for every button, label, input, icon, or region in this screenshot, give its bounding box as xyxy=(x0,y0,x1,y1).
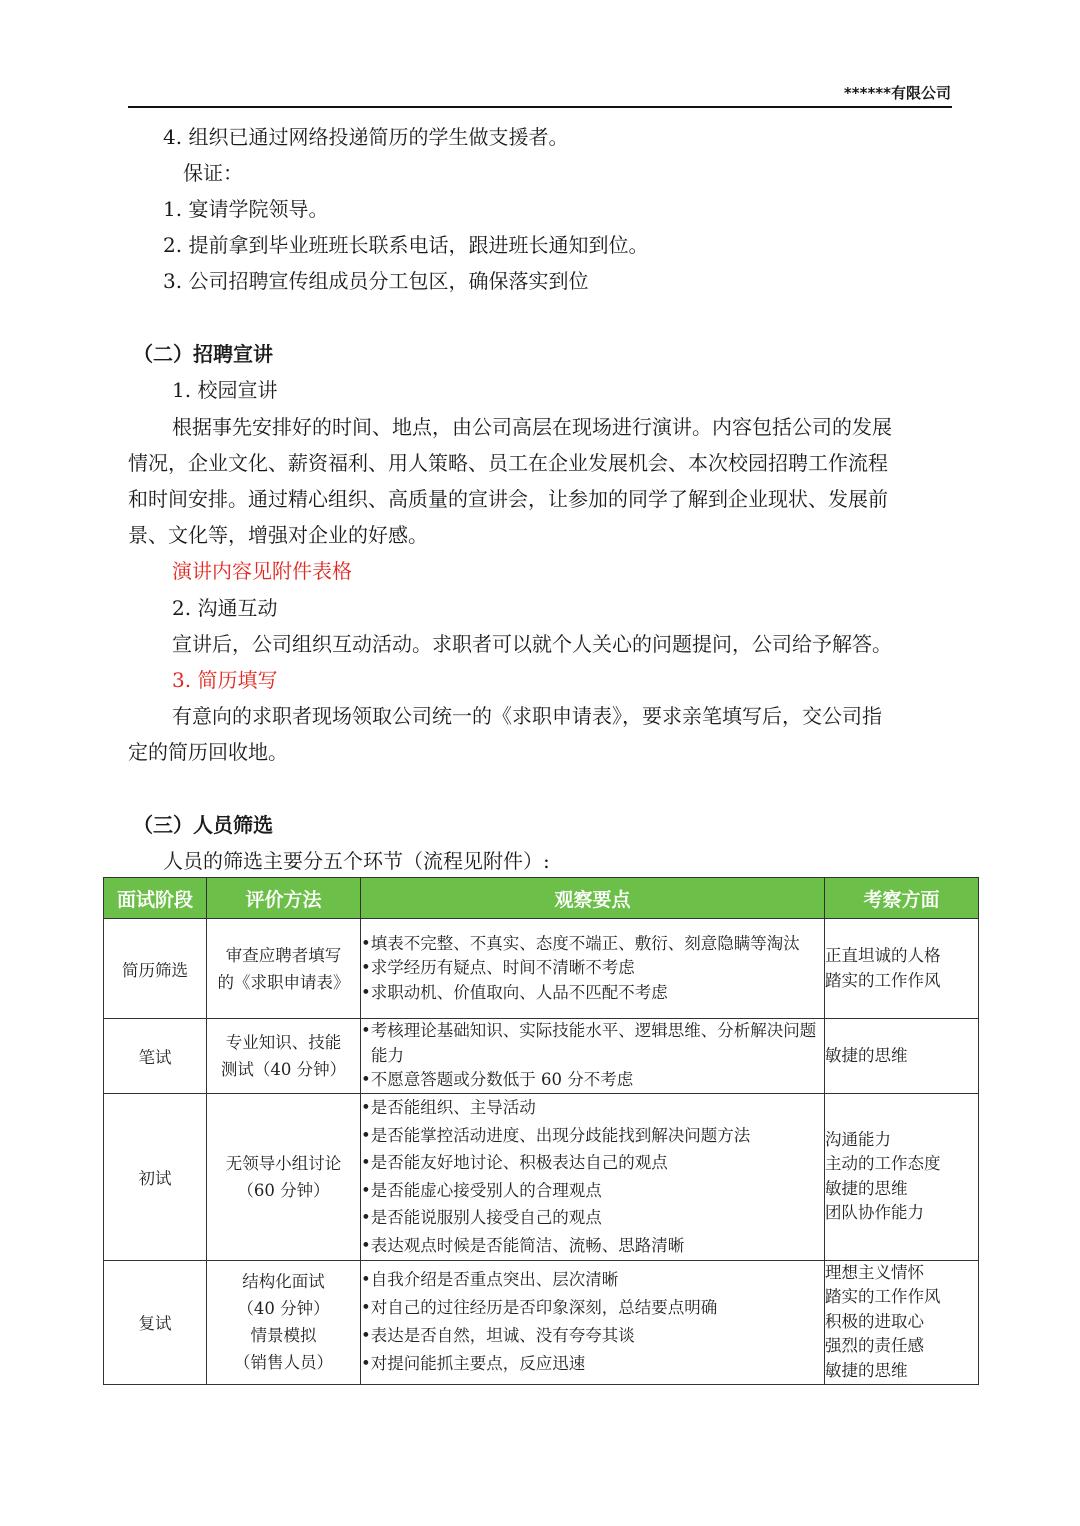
header-points: 观察要点 xyxy=(361,878,825,919)
method-line: 结构化面试 xyxy=(242,1272,325,1291)
sub1-line: 根据事先安排好的时间、地点，由公司高层在现场进行演讲。内容包括公司的发展 xyxy=(172,415,892,439)
points-cell xyxy=(361,1019,825,1094)
guarantee-item: 3. 公司招聘宣传组成员分工包区，确保落实到位 xyxy=(163,269,589,293)
stage-cell: 简历筛选 xyxy=(104,919,207,1019)
stage-cell: 笔试 xyxy=(104,1019,207,1094)
sub1-line: 和时间安排。通过精心组织、高质量的宣讲会，让参加的同学了解到企业现状、发展前 xyxy=(128,487,888,511)
screening-table xyxy=(103,877,979,1385)
section2-heading: （二）招聘宣讲 xyxy=(133,342,273,366)
point-item: •是否能说服别人接受自己的观点 xyxy=(361,1208,602,1227)
method-line: （销售人员） xyxy=(234,1353,333,1372)
point-item: •是否能组织、主导活动 xyxy=(361,1098,536,1117)
aspects-cell xyxy=(825,919,979,1019)
table-row xyxy=(104,1019,979,1094)
point-item: •自我介绍是否重点突出、层次清晰 xyxy=(361,1270,619,1289)
sub3-title: 3. 简历填写 xyxy=(172,668,278,692)
aspect-item: 敏捷的思维 xyxy=(825,1178,908,1198)
method-line: 无领导小组讨论 xyxy=(225,1153,342,1173)
sub1-note: 演讲内容见附件表格 xyxy=(172,559,352,583)
sub1-line: 情况，企业文化、薪资福利、用人策略、员工在企业发展机会、本次校园招聘工作流程 xyxy=(128,451,888,475)
table-row xyxy=(104,1093,979,1260)
point-item: •是否能虚心接受别人的合理观点 xyxy=(361,1180,602,1200)
aspect-item: 理想主义情怀 xyxy=(825,1262,924,1282)
points-cell xyxy=(361,1093,825,1260)
header-aspects: 考察方面 xyxy=(825,878,979,919)
table-row xyxy=(104,1260,979,1384)
aspect-item: 团队协作能力 xyxy=(825,1203,924,1222)
method-cell xyxy=(207,1019,361,1094)
method-cell xyxy=(207,919,361,1019)
header-stage: 面试阶段 xyxy=(104,878,207,919)
aspect-item: 踏实的工作作风 xyxy=(825,970,941,990)
point-item: •是否能友好地讨论、积极表达自己的观点 xyxy=(361,1153,668,1172)
sub1-title: 1. 校园宣讲 xyxy=(172,378,278,402)
stage-cell: 初试 xyxy=(104,1093,207,1260)
intro-item: 4. 组织已通过网络投递简历的学生做支援者。 xyxy=(163,125,569,149)
point-item: •表达是否自然，坦诚、没有夸夸其谈 xyxy=(361,1326,635,1345)
point-item: •表达观点时候是否能简洁、流畅、思路清晰 xyxy=(361,1235,685,1255)
aspect-item: 敏捷的思维 xyxy=(825,1360,908,1380)
aspects-cell xyxy=(825,1260,979,1384)
guarantee-item: 1. 宴请学院领导。 xyxy=(163,197,329,221)
point-item: •对自己的过往经历是否印象深刻，总结要点明确 xyxy=(361,1298,718,1317)
table-header-row xyxy=(104,878,979,919)
method-cell xyxy=(207,1260,361,1384)
points-cell xyxy=(361,1260,825,1384)
header-rule xyxy=(128,106,952,108)
point-item: •求学经历有疑点、时间不清晰不考虑 xyxy=(361,958,635,978)
table-row xyxy=(104,919,979,1019)
method-line: 的《求职申请表》 xyxy=(217,972,350,992)
sub2-text: 宣讲后，公司组织互动活动。求职者可以就个人关心的问题提问，公司给予解答。 xyxy=(172,632,892,656)
points-cell xyxy=(361,919,825,1019)
section3-intro: 人员的筛选主要分五个环节（流程见附件）: xyxy=(163,849,550,873)
method-line: 测试（40 分钟） xyxy=(220,1059,347,1079)
aspect-item: 沟通能力 xyxy=(825,1129,891,1149)
aspect-item: 踏实的工作作风 xyxy=(825,1287,941,1307)
sub3-line: 定的简历回收地。 xyxy=(128,740,288,764)
header-method: 评价方法 xyxy=(207,878,361,919)
method-line: （60 分钟） xyxy=(237,1180,330,1200)
aspect-item: 敏捷的思维 xyxy=(825,1045,908,1065)
point-item: •不愿意答题或分数低于 60 分不考虑 xyxy=(361,1070,634,1089)
aspect-item: 强烈的责任感 xyxy=(825,1336,924,1356)
method-line: 情景模拟 xyxy=(250,1326,317,1345)
aspect-item: 主动的工作态度 xyxy=(825,1154,941,1173)
point-item: •是否能掌控活动进度、出现分歧能找到解决问题方法 xyxy=(361,1125,751,1145)
method-line: （40 分钟） xyxy=(237,1299,330,1318)
sub3-line: 有意向的求职者现场领取公司统一的《求职申请表》，要求亲笔填写后，交公司指 xyxy=(172,704,882,728)
point-item: •对提问能抓主要点，反应迅速 xyxy=(361,1354,586,1373)
company-name: ******有限公司 xyxy=(843,84,951,102)
sub2-title: 2. 沟通互动 xyxy=(172,596,278,620)
stage-cell: 复试 xyxy=(104,1260,207,1384)
sub1-line: 景、文化等，增强对企业的好感。 xyxy=(128,523,428,547)
aspects-cell xyxy=(825,1019,979,1094)
guarantee-item: 2. 提前拿到毕业班班长联系电话，跟进班长通知到位。 xyxy=(163,233,649,257)
point-item: •填表不完整、不真实、态度不端正、敷衍、刻意隐瞒等淘汰 xyxy=(361,933,800,953)
aspect-item: 积极的进取心 xyxy=(825,1311,924,1331)
section3-heading: （三）人员筛选 xyxy=(133,813,273,837)
aspect-item: 正直坦诚的人格 xyxy=(825,946,941,965)
aspects-cell xyxy=(825,1093,979,1260)
point-item: •考核理论基础知识、实际技能水平、逻辑思维、分析解决问题能力 xyxy=(361,1021,817,1065)
method-line: 专业知识、技能 xyxy=(225,1032,342,1052)
guarantee-label: 保证： xyxy=(183,161,243,185)
point-item: •求职动机、价值取向、人品不匹配不考虑 xyxy=(361,982,668,1002)
method-line: 审查应聘者填写 xyxy=(225,945,342,965)
method-cell xyxy=(207,1093,361,1260)
